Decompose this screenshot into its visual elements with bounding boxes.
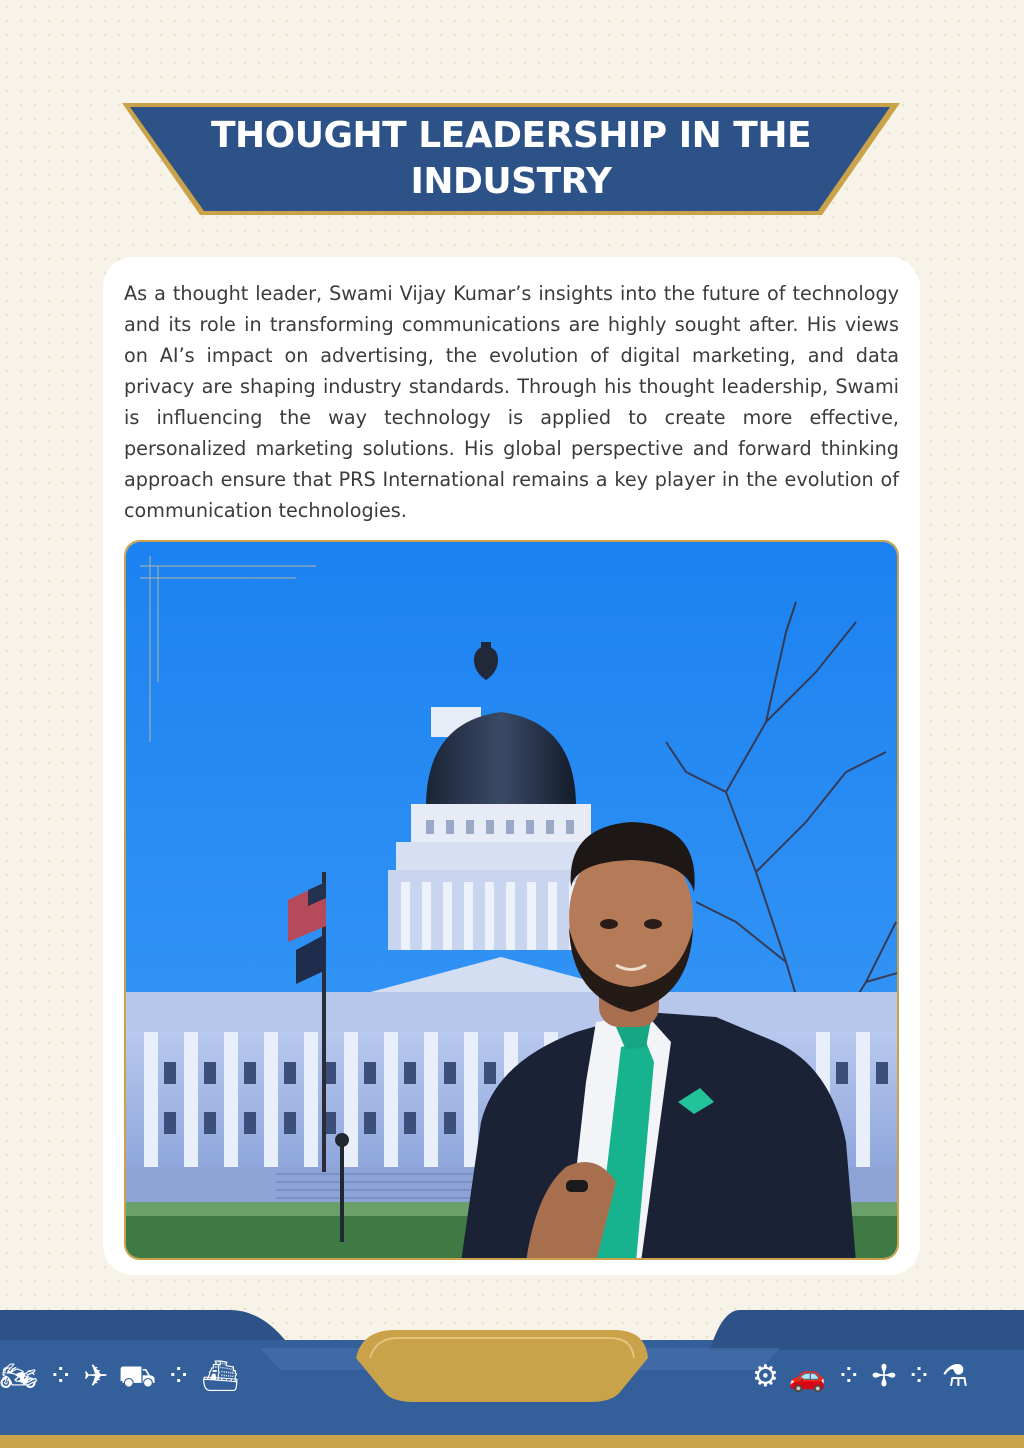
pattern-icon: ⁘: [48, 1359, 74, 1394]
microscope-icon: ⚗: [941, 1359, 969, 1394]
pattern-icon: ⁘: [166, 1359, 192, 1394]
ship-icon: ⛴: [201, 1359, 240, 1394]
body-paragraph: As a thought leader, Swami Vijay Kumar’s insights into the future of technology and its role in transforming communications are highly sought after. His views on AI’s impact on advertising, the evolution of digital marketing, and data privacy are shaping industry standards. Through his thought leadership, Swami is influencing the way technology is applied to create more effective, personalized marketing solutions. His global perspective and forward thinking approach ensure that PRS International remains a key player in the evolution of communication technologies.: [124, 282, 899, 522]
wind-turbine-icon: ✢: [871, 1359, 897, 1394]
page-title: THOUGHT LEADERSHIP IN THE INDUSTRY: [210, 115, 812, 202]
pattern-icon: ⁘: [836, 1359, 862, 1394]
robot-arm-icon: ⚙: [752, 1359, 779, 1394]
motorcycle-icon: 🏍: [0, 1359, 39, 1394]
fighter-jet-icon: ✈: [83, 1359, 109, 1394]
title-banner: [122, 101, 900, 217]
feature-photo: [124, 540, 899, 1260]
capitol-portrait-illustration: [126, 542, 899, 1260]
pattern-icon: ⁘: [906, 1359, 932, 1394]
footer-icons-left: [0, 1355, 239, 1399]
tank-icon: ⛟: [118, 1359, 157, 1394]
footer-icons-right: [752, 1355, 969, 1399]
car-icon: 🚗: [788, 1359, 827, 1394]
